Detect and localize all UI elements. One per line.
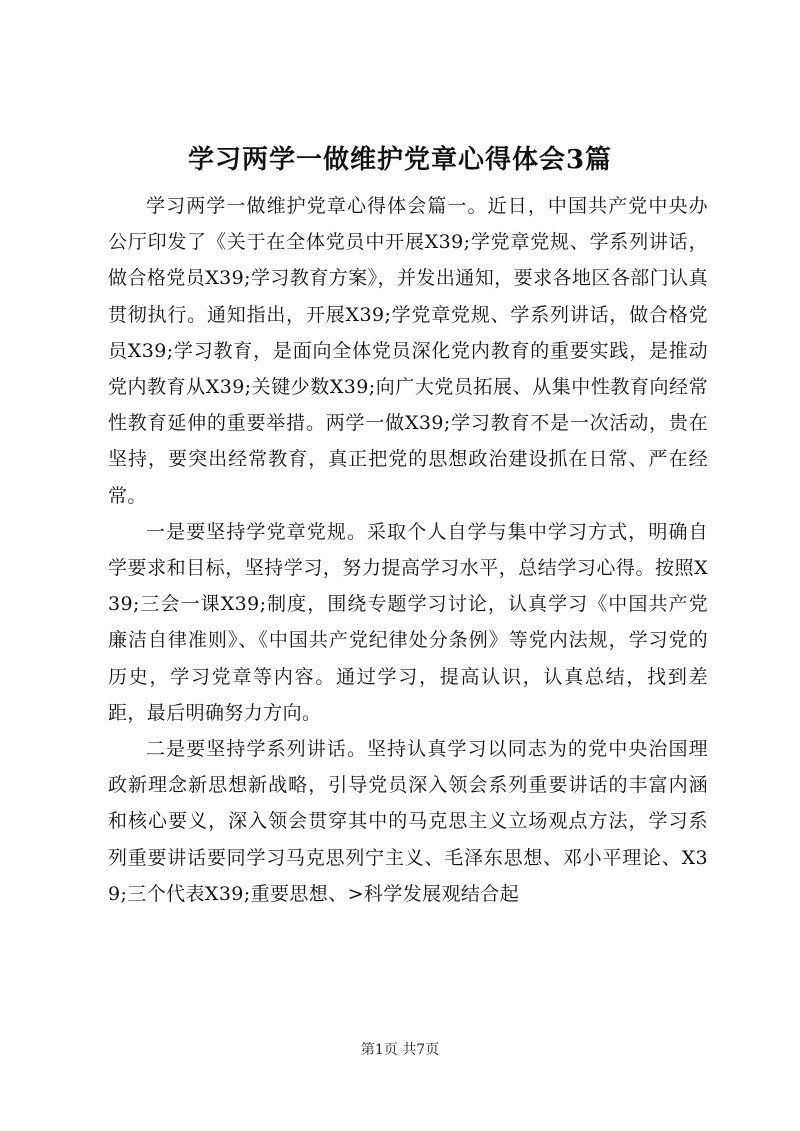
paragraph-1: 学习两学一做维护党章心得体会篇一。近日，中国共产党中央办公厅印发了《关于在全体党员中开展X39;学党章党规、学系列讲话，做合格党员X39;学习教育方案》，并发出通知，要求各地区各部门认真贯彻执行。通知指出，开展X39;学党章党规、学系列讲话，做合格党员X39;学习教育，是面向全体党员深化党内教育的重要实践，是推动党内教育从X39;关键少数X39;向广大党员拓展、从集中性教育向经常性教育延伸的重要举措。两学一做X39;学习教育不是一次活动，贵在坚持，要突出经常教育，真正把党的思想政治建设抓在日常、严在经常。	[108, 195, 708, 507]
paragraph-3: 二是要坚持学系列讲话。坚持认真学习以同志为的党中央治国理政新理念新思想新战略，引导党员深入领会系列重要讲话的丰富内涵和核心要义，深入领会贯穿其中的马克思主义立场观点方法，学习系列重要讲话要同学习马克思列宁主义、毛泽东思想、邓小平理论、X39;三个代表X39;重要思想、>科学发展观结合起	[108, 738, 708, 905]
page-number-footer: 第1页 共7页	[360, 1042, 440, 1058]
document-title: 学习两学一做维护党章心得体会3篇	[187, 145, 613, 175]
paragraph-2: 一是要坚持学党章党规。采取个人自学与集中学习方式，明确自学要求和目标，坚持学习，努力提高学习水平，总结学习心得。按照X39;三会一课X39;制度，围绕专题学习讨论，认真学习《中国共产党廉洁自律准则》、《中国共产党纪律处分条例》等党内法规，学习党的历史，学习党章等内容。通过学习，提高认识，认真总结，找到差距，最后明确努力方向。	[108, 520, 708, 724]
document-body	[108, 188, 708, 912]
